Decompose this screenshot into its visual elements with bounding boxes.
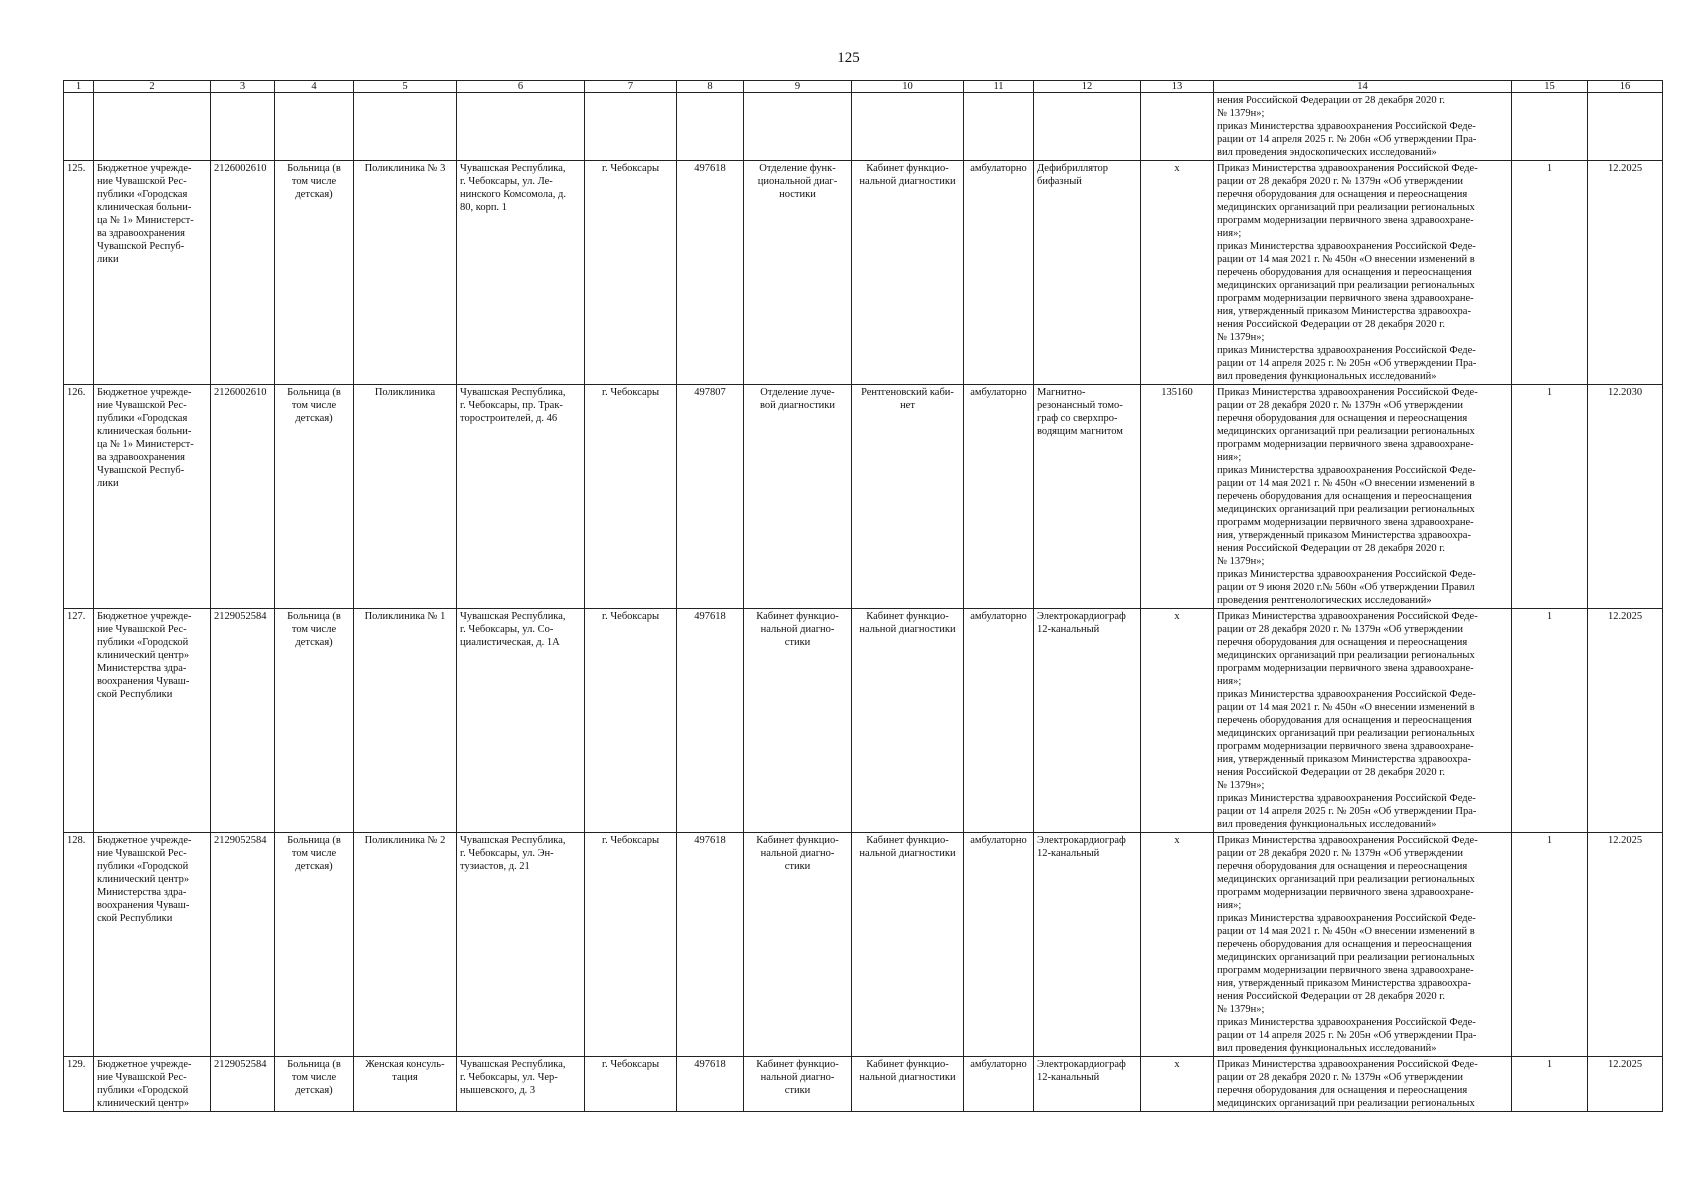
- column-header: 12: [1034, 81, 1141, 93]
- row-number: 125.: [64, 161, 94, 385]
- care-mode: амбулаторно: [964, 1057, 1034, 1112]
- column-header: 16: [1588, 81, 1663, 93]
- oktmo-code: 497618: [677, 1057, 744, 1112]
- equipment-table: [63, 80, 1663, 1112]
- column-header: 9: [744, 81, 852, 93]
- city: г. Чебоксары: [585, 385, 677, 609]
- facility-type: Больница (в том числе детская): [275, 833, 354, 1057]
- address: Чувашская Республика, г. Чебоксары, ул. Чер- нышевского, д. 3: [457, 1057, 585, 1112]
- column-header: 14: [1214, 81, 1512, 93]
- inn: 2126002610: [211, 385, 275, 609]
- basis-text: Приказ Министерства здравоохранения Российской Феде- рации от 28 декабря 2020 г. № 1379н «Об утверждении перечня оборудования для оснащения и переоснащения медицинских организаций при реализации региональных программ модернизации первичного звена здравоохране- ния»; приказ Министерства здравоохранения Российской Феде- рации от 14 мая 2021 г. № 450н «О внесении изменений в перечень оборудования для оснащения и переоснащения медицинских организаций при реализации региональных программ модернизации первичного звена здравоохране- ния, утвержденный приказом Министерства здравоохра- нения Российской Федерации от 28 декабря 2020 г. № 1379н»; приказ Министерства здравоохранения Российской Феде- рации от 14 апреля 2025 г. № 205н «Об утверждении Пра- вил проведения функциональных исследований»: [1214, 833, 1512, 1057]
- column-header: 13: [1141, 81, 1214, 93]
- deadline: 12.2025: [1588, 609, 1663, 833]
- room: Кабинет функцио- нальной диагностики: [852, 609, 964, 833]
- equipment-name: Дефибриллятор бифазный: [1034, 161, 1141, 385]
- facility-type: Больница (в том числе детская): [275, 1057, 354, 1112]
- city: г. Чебоксары: [585, 833, 677, 1057]
- column-header: 7: [585, 81, 677, 93]
- equipment-code: х: [1141, 1057, 1214, 1112]
- oktmo-code: 497618: [677, 833, 744, 1057]
- organization-name: Бюджетное учрежде- ние Чувашской Рес- публики «Городская клиническая больни- ца № 1» Министерст- ва здравоохранения Чувашской Респуб- лики: [94, 161, 211, 385]
- quantity: 1: [1512, 161, 1588, 385]
- oktmo-code: 497618: [677, 609, 744, 833]
- inn: 2129052584: [211, 609, 275, 833]
- column-header: 15: [1512, 81, 1588, 93]
- oktmo-code: 497618: [677, 161, 744, 385]
- row-number: 129.: [64, 1057, 94, 1112]
- quantity: 1: [1512, 609, 1588, 833]
- column-number-header: [64, 81, 1663, 93]
- unit-name: Поликлиника № 2: [354, 833, 457, 1057]
- equipment-code: х: [1141, 161, 1214, 385]
- unit-name: Поликлиника № 1: [354, 609, 457, 833]
- equipment-name: Электрокардиограф 12-канальный: [1034, 833, 1141, 1057]
- deadline: 12.2030: [1588, 385, 1663, 609]
- equipment-code: х: [1141, 609, 1214, 833]
- column-header: 1: [64, 81, 94, 93]
- unit-name: Женская консуль- тация: [354, 1057, 457, 1112]
- care-mode: амбулаторно: [964, 161, 1034, 385]
- room: Кабинет функцио- нальной диагностики: [852, 1057, 964, 1112]
- care-mode: амбулаторно: [964, 385, 1034, 609]
- unit-name: Поликлиника: [354, 385, 457, 609]
- address: Чувашская Республика, г. Чебоксары, ул. Ле- нинского Комсомола, д. 80, корп. 1: [457, 161, 585, 385]
- organization-name: Бюджетное учрежде- ние Чувашской Рес- публики «Городской клинический центр»: [94, 1057, 211, 1112]
- room: Кабинет функцио- нальной диагностики: [852, 161, 964, 385]
- quantity: 1: [1512, 1057, 1588, 1112]
- basis-text: Приказ Министерства здравоохранения Российской Феде- рации от 28 декабря 2020 г. № 1379н «Об утверждении перечня оборудования для оснащения и переоснащения медицинских организаций при реализации региональных программ модернизации первичного звена здравоохране- ния»; приказ Министерства здравоохранения Российской Феде- рации от 14 мая 2021 г. № 450н «О внесении изменений в перечень оборудования для оснащения и переоснащения медицинских организаций при реализации региональных программ модернизации первичного звена здравоохране- ния, утвержденный приказом Министерства здравоохра- нения Российской Федерации от 28 декабря 2020 г. № 1379н»; приказ Министерства здравоохранения Российской Феде- рации от 14 апреля 2025 г. № 205н «Об утверждении Пра- вил проведения функциональных исследований»: [1214, 161, 1512, 385]
- column-header: 8: [677, 81, 744, 93]
- column-header: 4: [275, 81, 354, 93]
- department: Кабинет функцио- нальной диагно- стики: [744, 609, 852, 833]
- room: Рентгеновский каби- нет: [852, 385, 964, 609]
- facility-type: Больница (в том числе детская): [275, 385, 354, 609]
- department: Кабинет функцио- нальной диагно- стики: [744, 833, 852, 1057]
- column-header: 3: [211, 81, 275, 93]
- page-number: 125: [837, 50, 860, 66]
- table-row: [64, 385, 1663, 609]
- department: Кабинет функцио- нальной диагно- стики: [744, 1057, 852, 1112]
- address: Чувашская Республика, г. Чебоксары, ул. Со- циалистическая, д. 1А: [457, 609, 585, 833]
- facility-type: Больница (в том числе детская): [275, 609, 354, 833]
- basis-text: Приказ Министерства здравоохранения Российской Феде- рации от 28 декабря 2020 г. № 1379н «Об утверждении перечня оборудования для оснащения и переоснащения медицинских организаций при реализации региональных: [1214, 1057, 1512, 1112]
- quantity: 1: [1512, 833, 1588, 1057]
- equipment-name: Электрокардиограф 12-канальный: [1034, 1057, 1141, 1112]
- department: Отделение функ- циональной диаг- ностики: [744, 161, 852, 385]
- city: г. Чебоксары: [585, 609, 677, 833]
- inn: 2126002610: [211, 161, 275, 385]
- column-header: 11: [964, 81, 1034, 93]
- equipment-code: 135160: [1141, 385, 1214, 609]
- column-header: 6: [457, 81, 585, 93]
- column-header: 5: [354, 81, 457, 93]
- care-mode: амбулаторно: [964, 609, 1034, 833]
- deadline: 12.2025: [1588, 161, 1663, 385]
- column-header: 10: [852, 81, 964, 93]
- row-number: 127.: [64, 609, 94, 833]
- city: г. Чебоксары: [585, 1057, 677, 1112]
- equipment-code: х: [1141, 833, 1214, 1057]
- basis-text: нения Российской Федерации от 28 декабря 2020 г. № 1379н»; приказ Министерства здравоохранения Российской Феде- рации от 14 апреля 2025 г. № 206н «Об утверждении Пра- вил проведения эндоскопических исследований»: [1214, 93, 1512, 161]
- organization-name: Бюджетное учрежде- ние Чувашской Рес- публики «Городская клиническая больни- ца № 1» Министерст- ва здравоохранения Чувашской Респуб- лики: [94, 385, 211, 609]
- equipment-name: Магнитно- резонансный томо- граф со сверхпро- водящим магнитом: [1034, 385, 1141, 609]
- organization-name: Бюджетное учрежде- ние Чувашской Рес- публики «Городской клинический центр» Министерства здра- воохранения Чуваш- ской Республики: [94, 833, 211, 1057]
- organization-name: Бюджетное учрежде- ние Чувашской Рес- публики «Городской клинический центр» Министерства здра- воохранения Чуваш- ской Республики: [94, 609, 211, 833]
- inn: 2129052584: [211, 833, 275, 1057]
- equipment-name: Электрокардиограф 12-канальный: [1034, 609, 1141, 833]
- table-row: [64, 609, 1663, 833]
- row-number: 128.: [64, 833, 94, 1057]
- oktmo-code: 497807: [677, 385, 744, 609]
- basis-text: Приказ Министерства здравоохранения Российской Феде- рации от 28 декабря 2020 г. № 1379н «Об утверждении перечня оборудования для оснащения и переоснащения медицинских организаций при реализации региональных программ модернизации первичного звена здравоохране- ния»; приказ Министерства здравоохранения Российской Феде- рации от 14 мая 2021 г. № 450н «О внесении изменений в перечень оборудования для оснащения и переоснащения медицинских организаций при реализации региональных программ модернизации первичного звена здравоохране- ния, утвержденный приказом Министерства здравоохра- нения Российской Федерации от 28 декабря 2020 г. № 1379н»; приказ Министерства здравоохранения Российской Феде- рации от 9 июня 2020 г.№ 560н «Об утверждении Правил проведения рентгенологических исследований»: [1214, 385, 1512, 609]
- address: Чувашская Республика, г. Чебоксары, пр. Трак- торостроителей, д. 46: [457, 385, 585, 609]
- facility-type: Больница (в том числе детская): [275, 161, 354, 385]
- unit-name: Поликлиника № 3: [354, 161, 457, 385]
- inn: 2129052584: [211, 1057, 275, 1112]
- table-row: [64, 833, 1663, 1057]
- row-number: 126.: [64, 385, 94, 609]
- column-header: 2: [94, 81, 211, 93]
- table-row: [64, 1057, 1663, 1112]
- deadline: 12.2025: [1588, 1057, 1663, 1112]
- care-mode: амбулаторно: [964, 833, 1034, 1057]
- deadline: 12.2025: [1588, 833, 1663, 1057]
- continuation-row: [64, 93, 1663, 161]
- address: Чувашская Республика, г. Чебоксары, ул. Эн- тузиастов, д. 21: [457, 833, 585, 1057]
- city: г. Чебоксары: [585, 161, 677, 385]
- table-row: [64, 161, 1663, 385]
- department: Отделение луче- вой диагностики: [744, 385, 852, 609]
- basis-text: Приказ Министерства здравоохранения Российской Феде- рации от 28 декабря 2020 г. № 1379н «Об утверждении перечня оборудования для оснащения и переоснащения медицинских организаций при реализации региональных программ модернизации первичного звена здравоохране- ния»; приказ Министерства здравоохранения Российской Феде- рации от 14 мая 2021 г. № 450н «О внесении изменений в перечень оборудования для оснащения и переоснащения медицинских организаций при реализации региональных программ модернизации первичного звена здравоохране- ния, утвержденный приказом Министерства здравоохра- нения Российской Федерации от 28 декабря 2020 г. № 1379н»; приказ Министерства здравоохранения Российской Феде- рации от 14 апреля 2025 г. № 205н «Об утверждении Пра- вил проведения функциональных исследований»: [1214, 609, 1512, 833]
- room: Кабинет функцио- нальной диагностики: [852, 833, 964, 1057]
- quantity: 1: [1512, 385, 1588, 609]
